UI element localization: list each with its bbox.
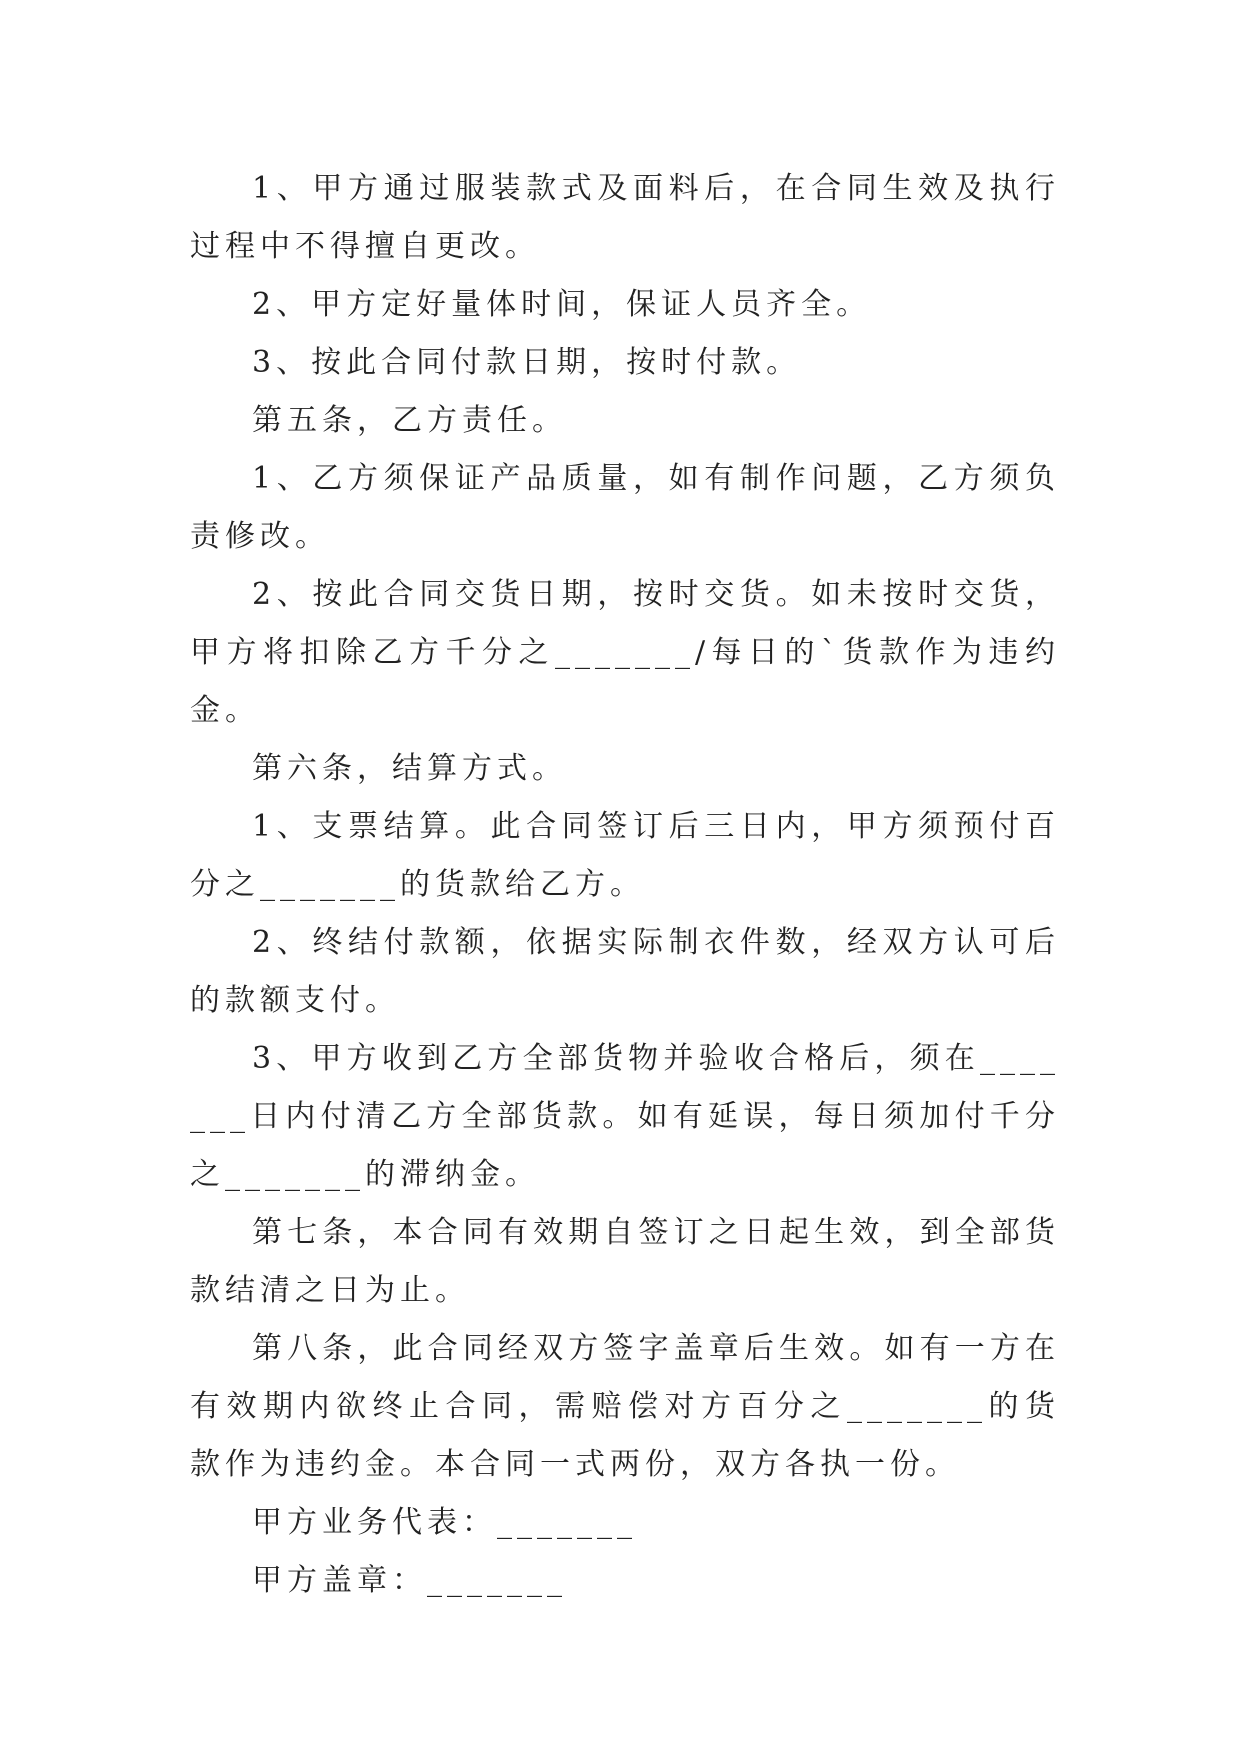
article-6-heading: 第六条，结算方式。 [252, 751, 567, 786]
party-a-seal-line: 甲方盖章：_______ [252, 1563, 567, 1598]
clause-party-a-item-2: 2、甲方定好量体时间，保证人员齐全。 [252, 287, 872, 322]
article-5-heading: 第五条，乙方责任。 [252, 403, 567, 438]
clause-party-a-item-3: 3、按此合同付款日期，按时付款。 [252, 345, 802, 380]
settlement-item-2: 2、终结付款额，依据实际制衣件数，经双方认可后的款额支付。 [190, 925, 1060, 1018]
article-8: 第八条，此合同经双方签字盖章后生效。如有一方在有效期内欲终止合同，需赔偿对方百分之_______的货款作为违约金。本合同一式两份，双方各执一份。 [190, 1331, 1060, 1482]
clause-party-a-item-1: 1、甲方通过服装款式及面料后，在合同生效及执行过程中不得擅自更改。 [190, 171, 1060, 264]
party-a-representative-line: 甲方业务代表：_______ [252, 1505, 637, 1540]
clause-party-b-item-1: 1、乙方须保证产品质量，如有制作问题，乙方须负责修改。 [190, 461, 1060, 554]
article-7: 第七条，本合同有效期自签订之日起生效，到全部货款结清之日为止。 [190, 1215, 1060, 1308]
document-body [190, 160, 1060, 1610]
settlement-item-1: 1、支票结算。此合同签订后三日内，甲方须预付百分之_______的货款给乙方。 [190, 809, 1060, 902]
clause-party-b-item-2: 2、按此合同交货日期，按时交货。如未按时交货，甲方将扣除乙方千分之_______/每日的`货款作为违约金。 [190, 577, 1060, 728]
settlement-item-3: 3、甲方收到乙方全部货物并验收合格后，须在_______日内付清乙方全部货款。如有延误，每日须加付千分之_______的滞纳金。 [190, 1041, 1060, 1192]
